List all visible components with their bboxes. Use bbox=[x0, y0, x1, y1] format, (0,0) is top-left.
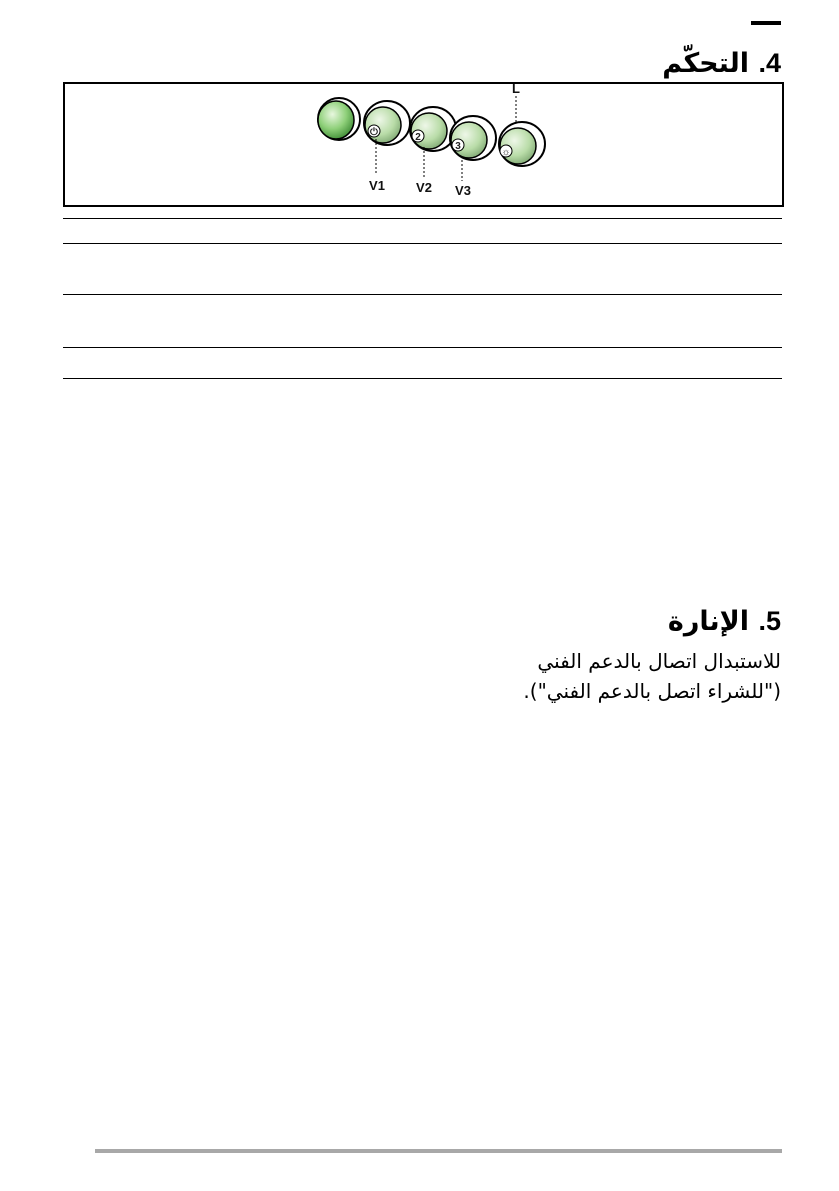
lighting-line-2: ("للشراء اتصل بالدعم الفني"). bbox=[523, 679, 781, 703]
knob-light[interactable] bbox=[499, 122, 545, 166]
section-5-number: 5. bbox=[758, 606, 781, 636]
section-4-number: 4. bbox=[758, 48, 781, 78]
label-v2: V2 bbox=[416, 180, 432, 195]
table-rule-3 bbox=[63, 294, 782, 295]
label-v1: V1 bbox=[369, 178, 385, 193]
bottom-rule bbox=[95, 1149, 782, 1153]
label-v3: V3 bbox=[455, 183, 471, 198]
section-4-heading bbox=[662, 46, 781, 81]
table-rule-2 bbox=[63, 243, 782, 244]
knob-v3[interactable] bbox=[450, 116, 496, 160]
table-rule-1 bbox=[63, 218, 782, 219]
section-4-title: التحكّم bbox=[662, 48, 750, 79]
top-rule bbox=[751, 21, 781, 25]
table-rule-5 bbox=[63, 378, 782, 379]
section-5-heading bbox=[668, 604, 781, 639]
lighting-line-1: للاستبدال اتصال بالدعم الفني bbox=[537, 649, 781, 673]
knob-v2[interactable] bbox=[410, 107, 456, 151]
control-panel-diagram bbox=[63, 82, 784, 207]
speed-3-icon: 3 bbox=[455, 141, 461, 152]
table-rule-4 bbox=[63, 347, 782, 348]
power-icon: ⏻ bbox=[370, 127, 378, 138]
speed-2-icon: 2 bbox=[415, 132, 421, 143]
lighting-text bbox=[421, 646, 781, 706]
section-5-title: الإنارة bbox=[667, 606, 750, 637]
light-icon: ☼ bbox=[501, 147, 511, 158]
indicator-lamp bbox=[318, 98, 360, 140]
knob-v1[interactable] bbox=[364, 101, 410, 145]
label-l: L bbox=[512, 84, 520, 96]
control-panel-illustration bbox=[65, 84, 782, 205]
